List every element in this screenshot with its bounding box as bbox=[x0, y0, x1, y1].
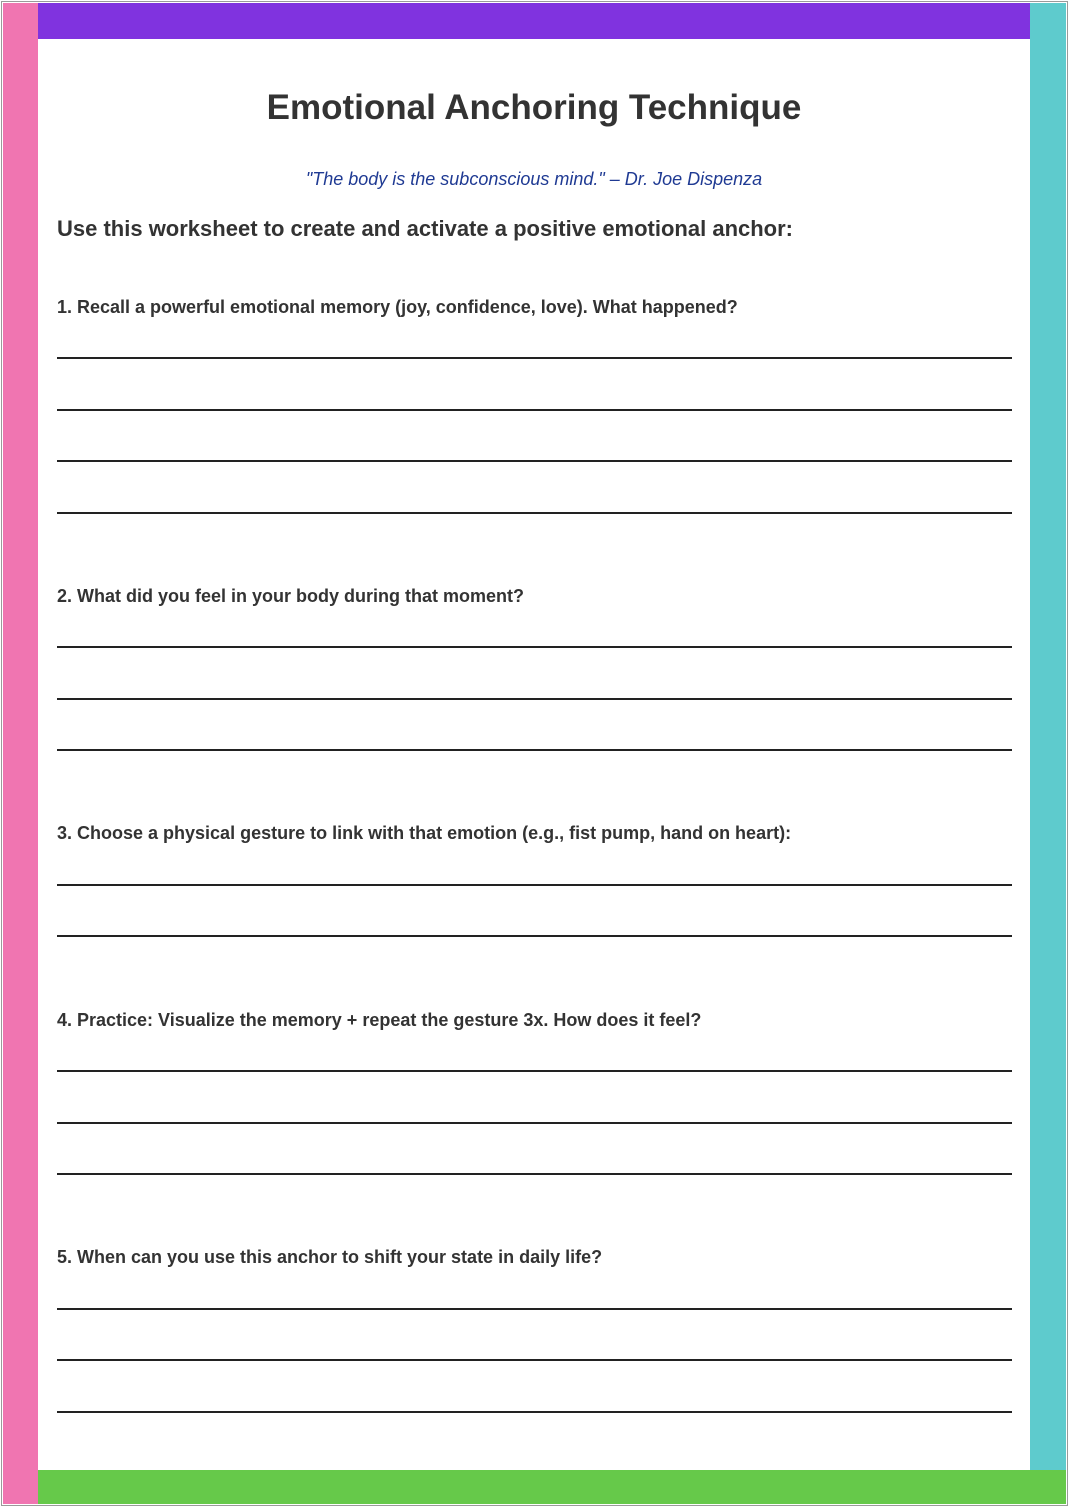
answer-line[interactable] bbox=[57, 884, 1012, 886]
page-title: Emotional Anchoring Technique bbox=[266, 88, 802, 127]
answer-line[interactable] bbox=[57, 1411, 1012, 1413]
question-1: 1. Recall a powerful emotional memory (joy, confidence, love). What happened? bbox=[57, 297, 738, 317]
question-3: 3. Choose a physical gesture to link with that emotion (e.g., fist pump, hand on heart): bbox=[57, 823, 792, 843]
answer-line[interactable] bbox=[57, 646, 1012, 648]
answer-line[interactable] bbox=[57, 1070, 1012, 1072]
answer-line[interactable] bbox=[57, 1122, 1012, 1124]
intro-text: Use this worksheet to create and activate a positive emotional anchor: bbox=[57, 216, 794, 241]
answer-line[interactable] bbox=[57, 460, 1012, 462]
question-5: 5. When can you use this anchor to shift your state in daily life? bbox=[57, 1247, 603, 1267]
right-color-bar bbox=[1030, 3, 1066, 1504]
answer-line[interactable] bbox=[57, 512, 1012, 514]
answer-line[interactable] bbox=[57, 749, 1012, 751]
quote: "The body is the subconscious mind." – Dr. Joe Dispenza bbox=[305, 169, 763, 189]
answer-line[interactable] bbox=[57, 1359, 1012, 1361]
answer-line[interactable] bbox=[57, 409, 1012, 411]
answer-line[interactable] bbox=[57, 357, 1012, 359]
question-4: 4. Practice: Visualize the memory + repeat the gesture 3x. How does it feel? bbox=[57, 1010, 702, 1030]
top-color-bar bbox=[38, 3, 1030, 39]
question-2: 2. What did you feel in your body during that moment? bbox=[57, 586, 524, 606]
left-color-bar bbox=[3, 3, 38, 1504]
answer-line[interactable] bbox=[57, 1173, 1012, 1175]
answer-line[interactable] bbox=[57, 1308, 1012, 1310]
answer-line[interactable] bbox=[57, 698, 1012, 700]
answer-line[interactable] bbox=[57, 935, 1012, 937]
bottom-color-bar bbox=[38, 1470, 1066, 1504]
